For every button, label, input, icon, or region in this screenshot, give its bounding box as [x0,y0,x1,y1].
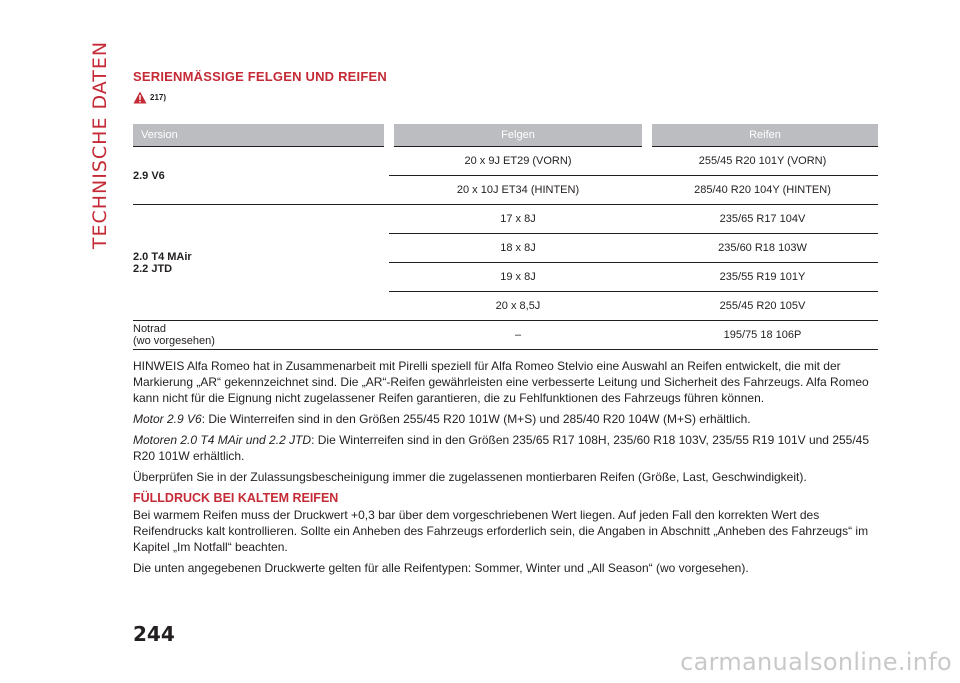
side-chapter-title-text: TECHNISCHE DATEN [89,40,112,250]
table-header-row [133,124,878,147]
version-line: 2.9 V6 [133,169,165,182]
felgen-cell: 20 x 9J ET29 (VORN) [389,147,647,176]
reifen-cell: 195/75 18 106P [647,321,878,350]
body-text [133,358,878,576]
paragraph-reifentypen: Die unten angegebenen Druckwerte gelten für alle Reifentypen: Sommer, Winter und „All Season“ (wo vorgesehen). [133,561,749,575]
reifen-cell: 235/60 R18 103W [647,234,878,263]
paragraph-motor-v6 [133,411,878,427]
tire-spec-table [133,124,878,350]
table-row [133,147,878,176]
felgen-cell: 19 x 8J [389,263,647,292]
motoren-label: Motoren 2.0 T4 MAir und 2.2 JTD [133,433,312,447]
warning-triangle-icon [133,91,147,104]
version-line: (wo vorgesehen) [133,335,215,347]
version-cell [133,321,389,350]
warning-ref-number: 217) [150,92,167,102]
header-reifen: Reifen [647,124,878,147]
table-row [133,205,878,234]
version-line: Notrad [133,323,167,335]
felgen-cell: 18 x 8J [389,234,647,263]
paragraph-motoren [133,432,878,464]
table-body [133,147,878,350]
reifen-cell: 285/40 R20 104Y (HINTEN) [647,176,878,205]
motoren-text: : Die Winterreifen sind in den Größen 235/65 R17 108H, 235/60 R18 103V, 235/55 R19 101V und 255/45 R20 101W erhältlich. [133,433,870,463]
paragraph-zulassung: Überprüfen Sie in der Zulassungsbescheinigung immer die zugelassenen montierbaren Reifen (Größe, Last, Geschwindigkeit). [133,470,807,484]
paragraph-hinweis: HINWEIS Alfa Romeo hat in Zusammenarbeit mit Pirelli speziell für Alfa Romeo Stelvio eine Auswahl an Reifen entwickelt, die mit der Markierung „AR“ gekennzeichnet sind. Die „AR“-Reifen gewährleisten eine verbesserte Leitung und Sicherheit des Fahrzeugs. Alfa Romeo kann nicht für die Eignung nicht zugelassener Reifen garantieren, die zu Fehlfunktionen des Fahrzeugs führen können. [133,359,869,405]
motor-v6-text: : Die Winterreifen sind in den Größen 255/45 R20 101W (M+S) und 285/40 R20 104W (M+S) erhältlich. [201,412,751,426]
header-felgen: Felgen [389,124,647,147]
felgen-cell: 17 x 8J [389,205,647,234]
felgen-cell: – [389,321,647,350]
reifen-cell: 255/45 R20 105V [647,292,878,321]
page-content [133,68,878,581]
version-cell [133,147,389,205]
section-title: SERIENMÄSSIGE FELGEN UND REIFEN [133,69,387,84]
motor-v6-label: Motor 2.9 V6 [133,412,202,426]
felgen-cell: 20 x 10J ET34 (HINTEN) [389,176,647,205]
version-line: 2.2 JTD [133,262,173,275]
side-chapter-title [86,40,114,250]
warning-reference [133,88,878,106]
felgen-cell: 20 x 8,5J [389,292,647,321]
version-line: 2.0 T4 MAir [133,250,192,263]
reifen-cell: 255/45 R20 101Y (VORN) [647,147,878,176]
reifen-cell: 235/65 R17 104V [647,205,878,234]
table-row [133,321,878,350]
header-version: Version [133,124,389,147]
version-cell [133,205,389,321]
paragraph-druck: Bei warmem Reifen muss der Druckwert +0,3 bar über dem vorgeschriebenen Wert liegen. Auf jeden Fall den korrekten Wert des Reifendrucks kalt kontrollieren. Sollte ein Anheben des Fahrzeugs erforderlich sein, die Angaben in Abschnitt „Anheben des Fahrzeugs“ im Kapitel „Im Notfall“ beachten. [133,508,869,554]
page-number: 244 [133,622,175,646]
watermark: carmanualsonline.info [680,648,952,676]
subsection-title: FÜLLDRUCK BEI KALTEM REIFEN [133,491,339,505]
reifen-cell: 235/55 R19 101Y [647,263,878,292]
